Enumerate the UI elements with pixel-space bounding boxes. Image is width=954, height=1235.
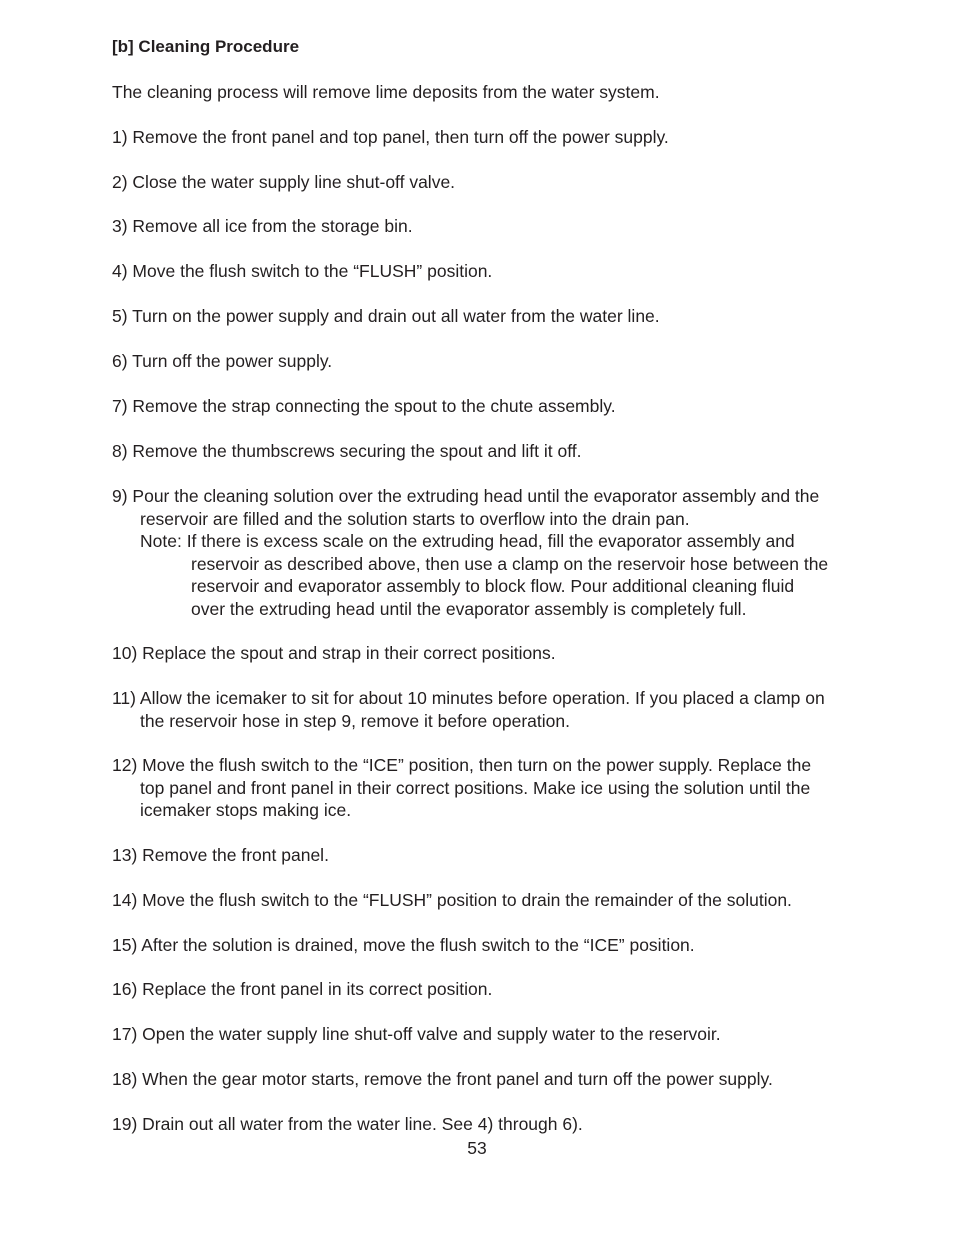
step-19 [112, 1113, 882, 1136]
step-line: 3) Remove all ice from the storage bin. [112, 216, 413, 236]
step-line: 12) Move the flush switch to the “ICE” position, then turn on the power supply. Replace the [112, 755, 812, 775]
step-3 [112, 215, 882, 238]
step-line: 11) Allow the icemaker to sit for about 10 minutes before operation. If you placed a clamp on [112, 688, 825, 708]
step-line: 14) Move the flush switch to the “FLUSH” position to drain the remainder of the solution. [112, 890, 792, 910]
step-line: 1) Remove the front panel and top panel, then turn off the power supply. [112, 127, 669, 147]
step-14 [112, 889, 882, 912]
step-line: 18) When the gear motor starts, remove the front panel and turn off the power supply. [112, 1069, 773, 1089]
step-line: 10) Replace the spout and strap in their correct positions. [112, 643, 556, 663]
section-heading: [b] Cleaning Procedure [112, 37, 300, 56]
step-7 [112, 395, 882, 418]
intro-paragraph: The cleaning process will remove lime deposits from the water system. [112, 82, 660, 102]
page-number: 53 [467, 1138, 487, 1158]
step-16 [112, 978, 882, 1001]
step-15 [112, 934, 882, 957]
step-5 [112, 305, 882, 328]
step-18 [112, 1068, 882, 1091]
step-2 [112, 171, 882, 194]
step-6 [112, 350, 882, 373]
step-line: 13) Remove the front panel. [112, 845, 329, 865]
step-line: the reservoir hose in step 9, remove it before operation. [140, 710, 570, 731]
step-note-line: reservoir and evaporator assembly to block flow. Pour additional cleaning fluid [191, 576, 795, 596]
step-line: reservoir are filled and the solution starts to overflow into the drain pan. [140, 508, 690, 529]
step-line: 16) Replace the front panel in its correct position. [112, 979, 493, 999]
step-17 [112, 1023, 882, 1046]
step-line: 8) Remove the thumbscrews securing the spout and lift it off. [112, 441, 582, 461]
step-1 [112, 126, 882, 149]
step-13 [112, 844, 882, 867]
step-12 [112, 754, 882, 822]
step-line: 6) Turn off the power supply. [112, 351, 333, 371]
step-line: 15) After the solution is drained, move the flush switch to the “ICE” position. [112, 935, 695, 955]
step-4 [112, 260, 882, 283]
step-line: 19) Drain out all water from the water line. See 4) through 6). [112, 1114, 583, 1134]
step-11 [112, 687, 882, 732]
step-note-line: Note: If there is excess scale on the extruding head, fill the evaporator assembly and [140, 531, 795, 551]
step-8 [112, 440, 882, 463]
step-10 [112, 642, 882, 665]
step-line: 17) Open the water supply line shut-off valve and supply water to the reservoir. [112, 1024, 721, 1044]
step-line: 2) Close the water supply line shut-off valve. [112, 172, 456, 192]
step-line: top panel and front panel in their correct positions. Make ice using the solution until the [140, 777, 811, 798]
step-line: 9) Pour the cleaning solution over the extruding head until the evaporator assembly and the [112, 486, 820, 506]
step-9 [112, 485, 882, 620]
step-note-line: over the extruding head until the evaporator assembly is completely full. [191, 598, 747, 619]
step-line: 7) Remove the strap connecting the spout to the chute assembly. [112, 396, 616, 416]
step-line: 5) Turn on the power supply and drain out all water from the water line. [112, 306, 660, 326]
step-line: icemaker stops making ice. [140, 800, 352, 820]
step-note-line: reservoir as described above, then use a clamp on the reservoir hose between the [191, 553, 829, 574]
step-line: 4) Move the flush switch to the “FLUSH” position. [112, 261, 493, 281]
